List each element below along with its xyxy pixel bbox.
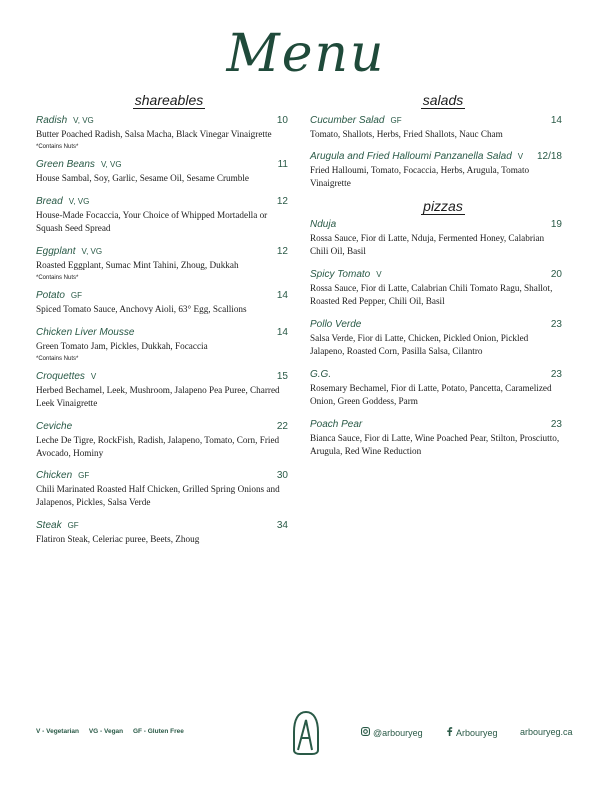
menu-item [310, 219, 562, 258]
shareables-list [36, 115, 288, 556]
menu-item-title [36, 246, 102, 257]
menu-item-description: Spiced Tomato Sauce, Anchovy Aioli, 63° Egg, Scallions [36, 304, 247, 314]
menu-item [36, 470, 288, 509]
facebook-handle: Arbouryeg [456, 728, 498, 738]
menu-item-price: 22 [276, 421, 288, 432]
legend-vegetarian: V - Vegetarian [36, 728, 79, 735]
menu-item-name: Croquettes [36, 371, 85, 382]
menu-item-name: Pollo Verde [310, 319, 362, 330]
menu-item-diet: V, VG [73, 116, 94, 125]
website-url: arbouryeg.ca [520, 727, 573, 737]
facebook-link[interactable] [446, 727, 498, 738]
instagram-link[interactable] [361, 727, 423, 738]
menu-item-diet: V [517, 152, 524, 161]
menu-item-header [310, 151, 562, 162]
menu-item-header [310, 219, 562, 230]
menu-item-title [36, 371, 96, 382]
menu-item-header [310, 115, 562, 126]
menu-item-title [36, 327, 140, 338]
menu-title: Menu [226, 24, 386, 84]
menu-item-name: Poach Pear [310, 419, 363, 430]
menu-item-name: Spicy Tomato [310, 269, 371, 280]
menu-item-title [36, 290, 82, 301]
menu-item-description: Bianca Sauce, Fior di Latte, Wine Poached Pear, Stilton, Prosciutto, Arugula, Red Wine Reduction [310, 433, 560, 456]
menu-item-price: 14 [276, 327, 288, 338]
menu-item-header [36, 115, 288, 126]
menu-item-diet: V, VG [68, 197, 90, 206]
menu-item-price: 34 [276, 520, 288, 531]
menu-item [36, 196, 288, 235]
menu-item-description: Roasted Eggplant, Sumac Mint Tahini, Zhoug, Dukkah [36, 260, 239, 270]
menu-item-title [310, 369, 337, 380]
menu-item-price: 19 [550, 219, 562, 230]
menu-item-note: *Contains Nuts* [36, 144, 79, 150]
menu-item-title [36, 196, 89, 207]
instagram-icon [361, 727, 370, 738]
menu-item-diet: V [90, 372, 97, 381]
menu-item-header [36, 327, 288, 338]
menu-item-header [36, 371, 288, 382]
pizzas-list [310, 219, 562, 469]
section-heading-shareables: shareables [134, 92, 204, 108]
diet-legend [36, 728, 192, 735]
menu-item-diet: GF [390, 116, 402, 125]
menu-item-title [310, 319, 367, 330]
legend-vegan: VG - Vegan [88, 728, 124, 735]
menu-item [310, 151, 562, 190]
menu-item-header [310, 319, 562, 330]
menu-item [310, 319, 562, 358]
menu-item [310, 369, 562, 408]
menu-item-price: 23 [550, 369, 562, 380]
menu-item-header [36, 246, 288, 257]
menu-item-description: Chili Marinated Roasted Half Chicken, Grilled Spring Onions and Jalapenos, Pickles, Salsa Verde [36, 484, 280, 507]
menu-item-header [36, 290, 288, 301]
menu-item-header [310, 269, 562, 280]
menu-item-title [310, 115, 402, 126]
menu-item [310, 269, 562, 308]
menu-item-description: Flatiron Steak, Celeriac puree, Beets, Zhoug [36, 534, 200, 544]
menu-item-header [310, 369, 562, 380]
menu-item-name: Chicken [36, 470, 73, 481]
menu-item [310, 115, 562, 141]
section-heading-pizzas: pizzas [423, 198, 463, 214]
menu-item-price: 11 [277, 159, 288, 170]
menu-item-diet: V, VG [100, 160, 122, 169]
menu-item-header [36, 421, 288, 432]
menu-item-name: Steak [36, 520, 62, 531]
menu-item-title [36, 159, 122, 170]
menu-item-header [36, 470, 288, 481]
menu-item-name: Cucumber Salad [310, 115, 385, 126]
menu-item-name: Potato [36, 290, 65, 301]
menu-item-price: 20 [550, 269, 562, 280]
menu-item-title [310, 219, 342, 230]
menu-item-name: G.G. [310, 369, 332, 380]
menu-item-header [310, 419, 562, 430]
menu-item-description: House-Made Focaccia, Your Choice of Whipped Mortadella or Squash Seed Spread [36, 210, 268, 233]
menu-item-name: Green Beans [36, 159, 95, 170]
menu-item-description: Tomato, Shallots, Herbs, Fried Shallots, Nauc Cham [310, 129, 503, 139]
menu-item-title [310, 419, 368, 430]
menu-item-name: Chicken Liver Mousse [36, 327, 135, 338]
menu-item-price: 10 [276, 115, 288, 126]
menu-item [36, 520, 288, 546]
menu-item-price: 12 [276, 196, 288, 207]
menu-item-title [310, 269, 382, 280]
menu-item-diet: GF [78, 471, 90, 480]
menu-item-price: 15 [276, 371, 288, 382]
menu-item-name: Bread [36, 196, 63, 207]
menu-item [36, 290, 288, 316]
menu-item-header [36, 159, 288, 170]
salads-list [310, 115, 562, 200]
menu-item-note: *Contains Nuts* [36, 275, 79, 281]
menu-item-price: 12 [276, 246, 288, 257]
menu-item [36, 327, 288, 362]
menu-item-price: 14 [550, 115, 562, 126]
menu-item-price: 30 [276, 470, 288, 481]
menu-item-name: Arugula and Fried Halloumi Panzanella Salad [310, 151, 512, 162]
menu-item-name: Ceviche [36, 421, 73, 432]
menu-item-description: Herbed Bechamel, Leek, Mushroom, Jalapeno Pea Puree, Charred Leek Vinaigrette [36, 385, 280, 408]
menu-item-title [36, 115, 94, 126]
menu-item-header [36, 196, 288, 207]
menu-item-title [36, 520, 79, 531]
menu-item-price: 14 [276, 290, 288, 301]
menu-item-price: 23 [550, 319, 562, 330]
facebook-icon [446, 727, 453, 738]
menu-item-name: Nduja [310, 219, 337, 230]
menu-item-description: Leche De Tigre, RockFish, Radish, Jalapeno, Tomato, Corn, Fried Avocado, Hominy [36, 435, 280, 458]
instagram-handle: @arbouryeg [373, 728, 423, 738]
website-link[interactable] [520, 727, 573, 737]
menu-item [310, 419, 562, 458]
menu-item-description: Rossa Sauce, Fior di Latte, Calabrian Chili Tomato Ragu, Shallot, Roasted Red Pepper, Chili Oil, Basil [310, 283, 553, 306]
menu-item [36, 159, 288, 185]
menu-item [36, 421, 288, 460]
menu-item-description: Salsa Verde, Fior di Latte, Chicken, Pickled Onion, Pickled Jalapeno, Roasted Corn, Pasilla Salsa, Cilantro [310, 333, 529, 356]
legend-gluten-free: GF - Gluten Free [132, 728, 184, 735]
menu-item-header [36, 520, 288, 531]
menu-item [36, 371, 288, 410]
menu-item [36, 115, 288, 150]
menu-item-note: *Contains Nuts* [36, 356, 79, 362]
menu-item-diet: V [376, 270, 382, 279]
menu-item-name: Eggplant [36, 246, 76, 257]
menu-item-description: Green Tomato Jam, Pickles, Dukkah, Focaccia [36, 341, 208, 351]
menu-item-title [36, 421, 78, 432]
menu-item-diet: GF [70, 291, 83, 300]
arbour-logo [292, 710, 320, 761]
menu-item-title [36, 470, 89, 481]
menu-item-description: House Sambal, Soy, Garlic, Sesame Oil, Sesame Crumble [36, 173, 249, 183]
menu-item-name: Radish [36, 115, 68, 126]
section-heading-salads: salads [422, 92, 464, 108]
menu-item-description: Fried Halloumi, Tomato, Focaccia, Herbs, Arugula, Tomato Vinaigrette [310, 165, 530, 188]
menu-item-description: Butter Poached Radish, Salsa Macha, Black Vinegar Vinaigrette [36, 129, 272, 139]
menu-item-diet: V, VG [81, 247, 103, 256]
menu-item-price: 23 [550, 419, 562, 430]
menu-item-title [310, 151, 523, 162]
menu-item-diet: GF [67, 521, 79, 530]
menu-item [36, 246, 288, 281]
menu-item-description: Rossa Sauce, Fior di Latte, Nduja, Fermented Honey, Calabrian Chili Oil, Basil [310, 233, 545, 256]
menu-item-description: Rosemary Bechamel, Fior di Latte, Potato, Pancetta, Caramelized Onion, Green Goddess, Parm [310, 383, 552, 406]
menu-item-price: 12/18 [536, 151, 562, 162]
